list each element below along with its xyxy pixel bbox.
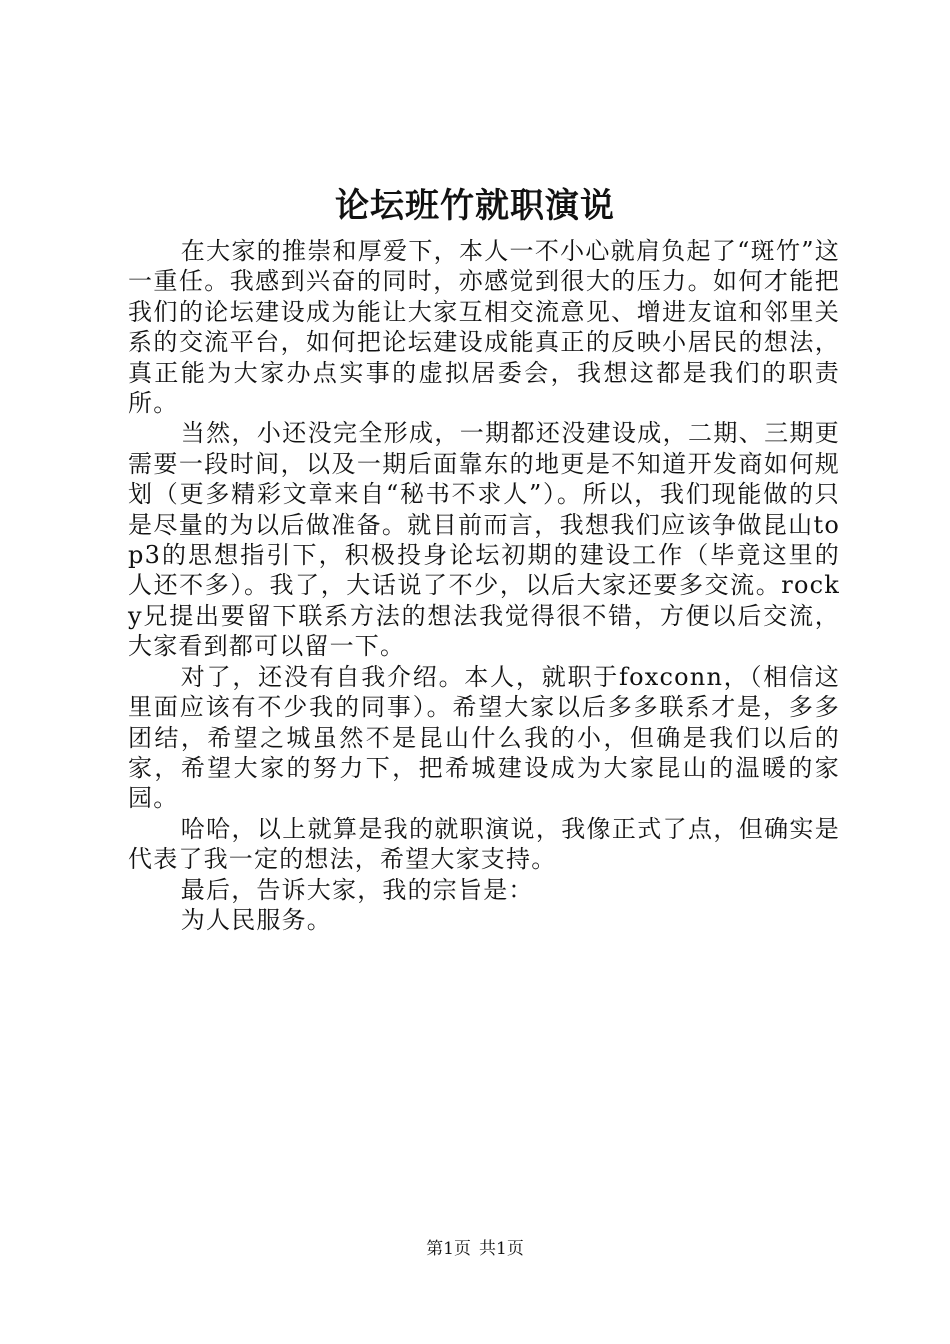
- document-body: [128, 236, 840, 935]
- paragraph-2: 当然，小还没完全形成，一期都还没建设成，二期、三期更需要一段时间，以及一期后面靠东的地更是不知道开发商如何规划（更多精彩文章来自“秘书不求人”）。所以，我们现能做的只是尽量的为以后做准备。就目前而言，我想我们应该争做昆山top3的思想指引下，积极投身论坛初期的建设工作（毕竟这里的人还不多）。我了，大话说了不少，以后大家还要多交流。rocky兄提出要留下联系方法的想法我觉得很不错，方便以后交流，大家看到都可以留一下。: [128, 419, 840, 661]
- paragraph-3: 对了，还没有自我介绍。本人，就职于foxconn，（相信这里面应该有不少我的同事）。希望大家以后多多联系才是，多多团结，希望之城虽然不是昆山什么我的小，但确是我们以后的家，希望大家的努力下，把希城建设成为大家昆山的温暖的家园。: [128, 662, 840, 813]
- page-number-total: 共1页: [479, 1239, 524, 1259]
- page-footer: [0, 1238, 950, 1260]
- document-title: 论坛班竹就职演说: [335, 186, 615, 226]
- paragraph-5: 最后，告诉大家，我的宗旨是：: [180, 875, 534, 904]
- paragraph-4: 哈哈，以上就算是我的就职演说，我像正式了点，但确实是代表了我一定的想法，希望大家支持。: [128, 814, 840, 874]
- page-number-current: 第1页: [426, 1239, 471, 1259]
- paragraph-6: 为人民服务。: [180, 905, 332, 934]
- paragraph-1: 在大家的推崇和厚爱下，本人一不小心就肩负起了“斑竹”这一重任。我感到兴奋的同时，亦感觉到很大的压力。如何才能把我们的论坛建设成为能让大家互相交流意见、增进友谊和邻里关系的交流平台，如何把论坛建设成能真正的反映小居民的想法，真正能为大家办点实事的虚拟居委会，我想这都是我们的职责所。: [128, 237, 840, 418]
